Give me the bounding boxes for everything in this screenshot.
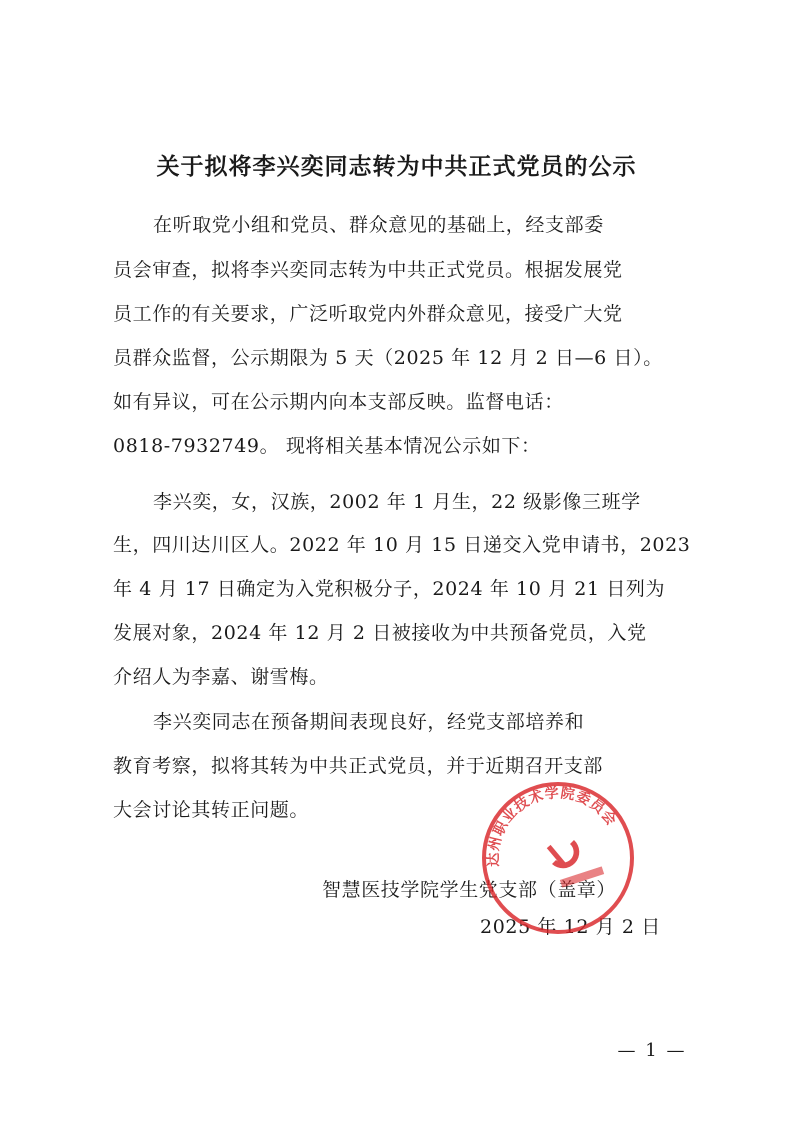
para2-line-5: 介绍人为李嘉、谢雪梅。 [113, 666, 329, 688]
para1-line-5: 如有异议，可在公示期内向本支部反映。监督电话： [113, 391, 564, 413]
document-title: 关于拟将李兴奕同志转为中共正式党员的公示 [156, 154, 637, 180]
para1-line-1: 在听取党小组和党员、群众意见的基础上，经支部委 [153, 214, 604, 236]
signature-date: 2025 年 12 月 2 日 [480, 916, 661, 938]
para3-line-1: 李兴奕同志在预备期间表现良好，经党支部培养和 [153, 711, 585, 733]
para3-line-2: 教育考察，拟将其转为中共正式党员，并于近期召开支部 [113, 755, 604, 777]
para1-line-4: 员群众监督，公示期限为 5 天（2025 年 12 月 2 日—6 日）。 [113, 347, 663, 369]
para1-line-3: 员工作的有关要求，广泛听取党内外群众意见，接受广大党 [113, 303, 623, 325]
para2-line-2: 生，四川达川区人。2022 年 10 月 15 日递交入党申请书，2023 [113, 534, 691, 556]
signature-org: 智慧医技学院学生党支部（盖章） [322, 879, 617, 901]
seal-bottom-band [560, 866, 604, 887]
page-number: — 1 — [617, 1040, 687, 1061]
party-seal-stamp [478, 778, 638, 938]
para2-line-3: 年 4 月 17 日确定为入党积极分子，2024 年 10 月 21 日列为 [113, 578, 666, 600]
para2-line-4: 发展对象，2024 年 12 月 2 日被接收为中共预备党员，入党 [113, 622, 647, 644]
para2-line-1: 李兴奕，女，汉族，2002 年 1 月生，22 级影像三班学 [153, 491, 641, 513]
para1-line-2: 员会审查，拟将李兴奕同志转为中共正式党员。根据发展党 [113, 259, 623, 281]
para3-line-3: 大会讨论其转正问题。 [113, 799, 310, 821]
para1-line-6: 0818-7932749。 现将相关基本情况公示如下： [113, 435, 541, 457]
seal-text: 达州职业技术学院委员会 [485, 785, 620, 867]
